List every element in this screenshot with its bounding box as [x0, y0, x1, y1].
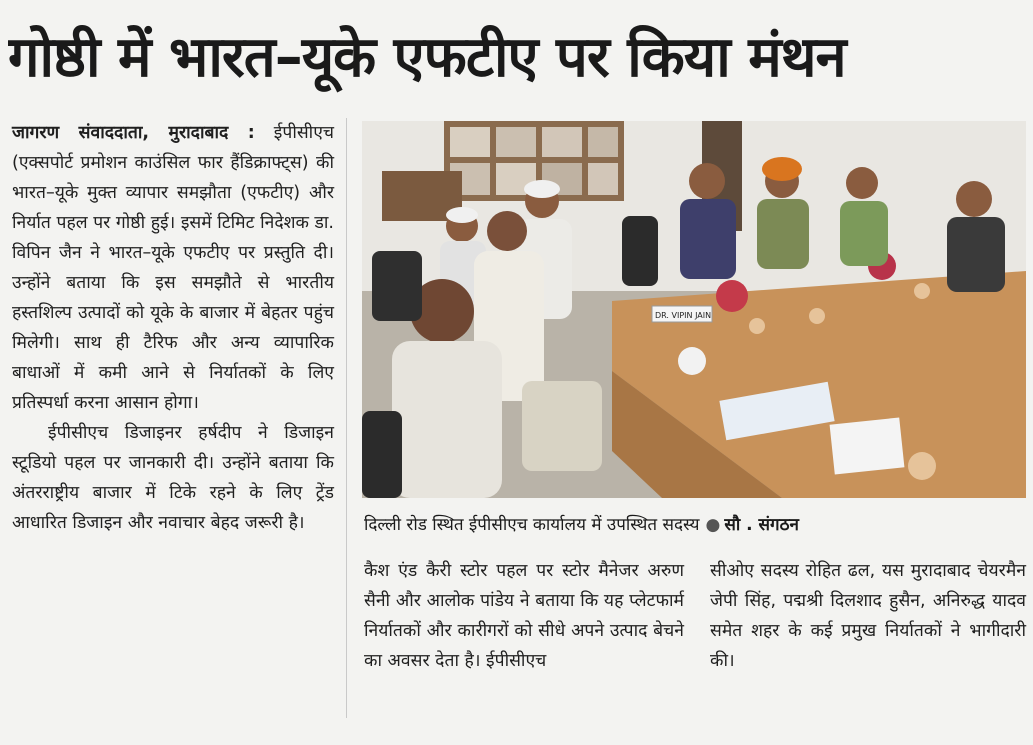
article-column-1 — [12, 118, 334, 538]
article-text: ईपीसीएच (एक्सपोर्ट प्रमोशन काउंसिल फार हैंडिक्राफ्ट्स) की भारत–यूके मुक्त व्यापार समझौता (एफटीए) और निर्यात पहल पर गोष्ठी हुई। इसमें टिमिट निदेशक डा. विपिन जैन ने भारत–यूके एफटीए पर प्रस्तुति दी। उन्होंने बताया कि इस समझौते से भारतीय हस्तशिल्प उत्पादों को यूके के बाजार में बेहतर पहुंच मिलेगी। साथ ही टैरिफ और अन्य व्यापारिक बाधाओं में कमी आने से निर्यातकों के लिए प्रतिस्पर्धा करना आसान होगा। — [12, 123, 334, 413]
photo-caption — [364, 509, 1026, 541]
article-paragraph: कैश एंड कैरी स्टोर पहल पर स्टोर मैनेजर अरुण सैनी और आलोक पांडेय ने बताया कि यह प्लेटफार्म निर्यातकों और कारीगरों को सीधे अपने उत्पाद बेचने का अवसर देता है। ईपीसीएच — [364, 561, 684, 671]
bullet-dot-icon: ● — [705, 515, 721, 535]
photo-credit: सौ . संगठन — [724, 515, 799, 535]
headline: गोष्ठी में भारत–यूके एफटीए पर किया मंथन — [8, 25, 846, 90]
news-photo — [362, 121, 1026, 498]
caption-text: दिल्ली रोड स्थित ईपीसीएच कार्यालय में उपस्थित सदस्य — [364, 515, 700, 535]
meeting-photo-illustration — [362, 121, 1026, 498]
column-divider — [346, 118, 347, 718]
nameplate-text: DR. VIPIN JAIN — [655, 311, 712, 320]
byline: जागरण संवाददाता, मुरादाबाद : — [12, 123, 255, 143]
article-column-2 — [364, 556, 684, 676]
article-paragraph — [12, 118, 334, 418]
article-paragraph: ईपीसीएच डिजाइनर हर्षदीप ने डिजाइन स्टूडियो पहल पर जानकारी दी। उन्होंने बताया कि अंतरराष्ट्रीय बाजार में टिके रहने के लिए ट्रेंड आधारित डिजाइन और नवाचार बेहद जरूरी है। — [12, 423, 335, 533]
article-column-3 — [710, 556, 1026, 676]
article-paragraph: सीओए सदस्य रोहित ढल, यस मुरादाबाद चेयरमैन जेपी सिंह, पद्मश्री दिलशाद हुसैन, अनिरुद्ध यादव समेत शहर के कई प्रमुख निर्यातकों ने भागीदारी की। — [710, 561, 1026, 671]
